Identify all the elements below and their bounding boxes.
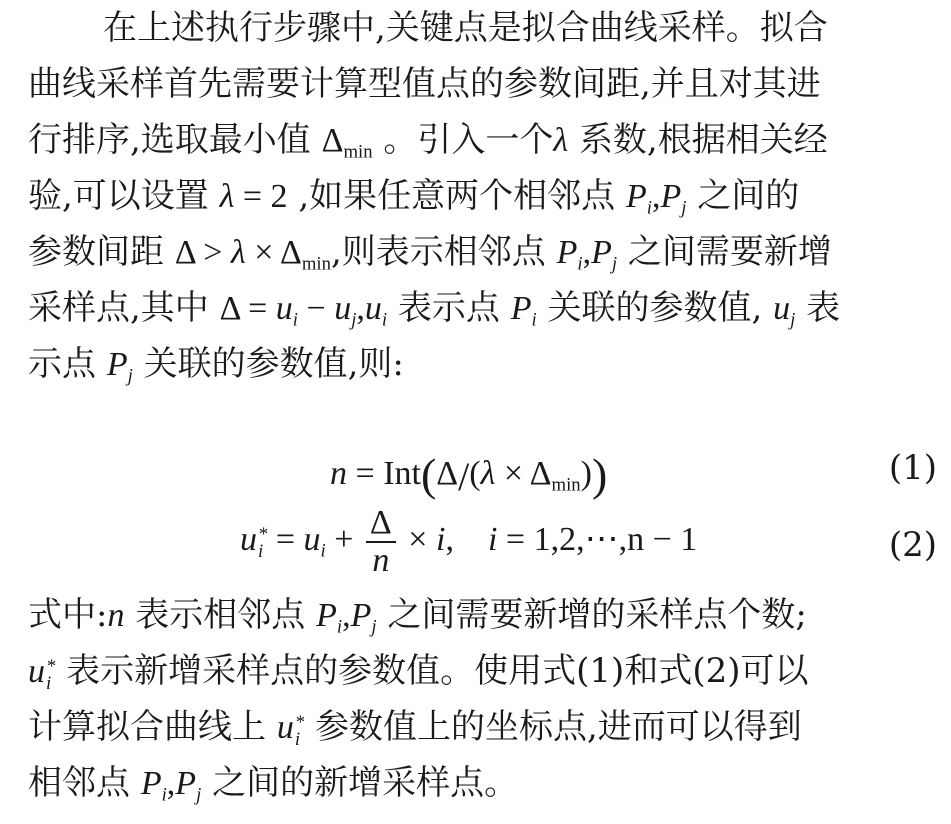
paragraph-2 (28, 587, 943, 811)
text-line: 采样点,其中 $\Delta = u_i - u_j,u_i$ 表示点 $P_i$ 关联的参数值, $u_j$ 表 (28, 288, 841, 331)
text-line: 曲线采样首先需要计算型值点的参数间距,并且对其进 (28, 64, 821, 104)
paragraph-1 (28, 0, 943, 392)
text-line: 参数间距 $\Delta > \lambda \times \Delta_{min}$,则表示相邻点 $P_i,P_j$ 之间需要新增 (28, 232, 832, 275)
text-line: 验,可以设置 λ = 2 ,如果任意两个相邻点 $P_i,P_j$ 之间的 (28, 176, 800, 219)
text-line: 行排序,选取最小值 $\Delta_{min}$ 。引入一个λ 系数,根据相关经 (28, 120, 828, 163)
text-line: 计算拟合曲线上 u * i 参数值上的坐标点,进而可以得到 (28, 707, 802, 750)
equation-2-body: u * i = $u_i$ + $\frac{\Delta}{n}$ × i, i = 1,2,⋯,n − 1 (240, 504, 698, 579)
text-line: 相邻点 $P_i,P_j$ 之间的新增采样点。 (28, 763, 519, 806)
math-pi-pj: $P_i,P_j$ (625, 178, 687, 219)
text-line: 式中:n 表示相邻点 $P_i,P_j$ 之间需要新增的采样点个数; (28, 595, 807, 638)
text-line: 示点 $P_j$ 关联的参数值,则: (28, 344, 404, 387)
equation-1 (0, 440, 951, 500)
math-delta-def: $\Delta = u_i - u_j,u_i$ (219, 290, 388, 331)
equation-1-body: $n = Int(\Delta/(\lambda \times \Delta_{min}))$ (330, 449, 608, 500)
math-pi-pj: $P_i,P_j$ (556, 234, 618, 275)
math-lambda-eq: λ = 2 (219, 178, 288, 215)
text-line: u * i 表示新增采样点的参数值。使用式(1)和式(2)可以 (28, 651, 809, 694)
math-delta-condition: $\Delta > \lambda \times \Delta_{min}$ (174, 234, 331, 275)
equation-1-number: (1) (888, 448, 937, 488)
math-delta-min: $\Delta_{min}$ (321, 122, 373, 163)
text-line: 在上述执行步骤中,关键点是拟合曲线采样。拟合 (103, 8, 828, 48)
equation-2 (0, 505, 951, 585)
equation-2-number: (2) (888, 525, 937, 565)
